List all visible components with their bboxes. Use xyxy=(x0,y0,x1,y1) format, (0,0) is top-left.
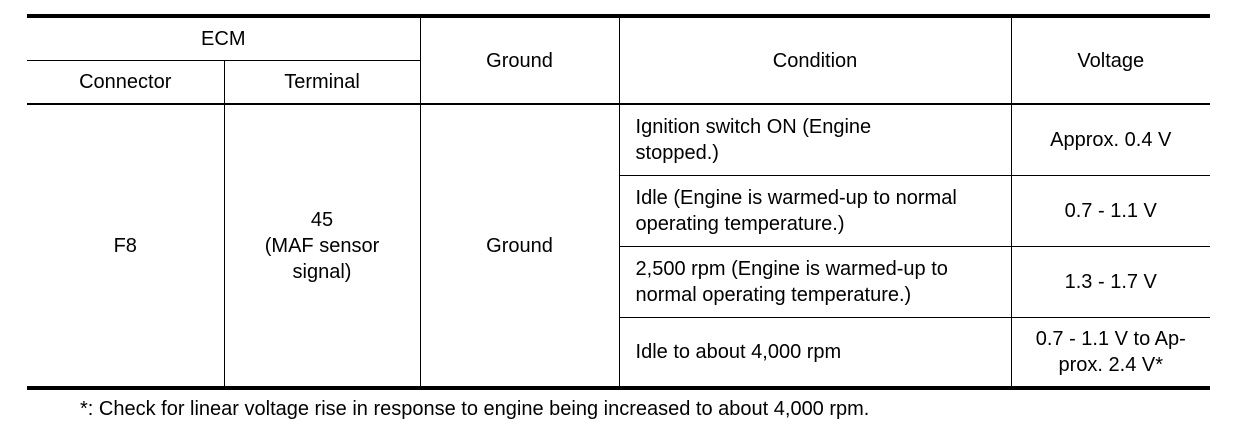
voltage-header: Voltage xyxy=(1011,16,1210,104)
voltage-line: 1.3 - 1.7 V xyxy=(1064,271,1157,293)
voltage-cell xyxy=(1011,104,1210,176)
condition-line: normal operating temperature.) xyxy=(635,284,912,306)
condition-line: stopped.) xyxy=(635,142,719,164)
terminal-desc-line2: signal) xyxy=(292,260,352,283)
terminal-number: 45 xyxy=(310,208,334,231)
ground-cell: Ground xyxy=(420,104,619,388)
voltage-line: 0.7 - 1.1 V xyxy=(1064,200,1157,222)
voltage-cell xyxy=(1011,176,1210,247)
condition-line: Idle (Engine is warmed-up to normal xyxy=(635,187,957,209)
ecm-voltage-table xyxy=(27,14,1210,390)
voltage-line: 0.7 - 1.1 V to Ap- xyxy=(1035,328,1186,350)
voltage-cell xyxy=(1011,247,1210,318)
connector-header: Connector xyxy=(27,61,224,105)
terminal-cell xyxy=(224,104,420,388)
condition-cell xyxy=(619,176,1011,247)
connector-cell: F8 xyxy=(27,104,224,388)
footnote: *: Check for linear voltage rise in response to engine being increased to about 4,000 rpm. xyxy=(80,398,870,420)
terminal-desc-line1: (MAF sensor xyxy=(264,234,380,257)
condition-line: 2,500 rpm (Engine is warmed-up to xyxy=(635,258,948,280)
condition-cell xyxy=(619,247,1011,318)
condition-line: Ignition switch ON (Engine xyxy=(635,116,872,138)
voltage-line: Approx. 0.4 V xyxy=(1050,129,1172,151)
ecm-header: ECM xyxy=(27,16,420,61)
condition-cell xyxy=(619,104,1011,176)
ground-header: Ground xyxy=(420,16,619,104)
voltage-line: prox. 2.4 V* xyxy=(1058,354,1164,376)
voltage-cell xyxy=(1011,318,1210,389)
condition-cell xyxy=(619,318,1011,389)
terminal-header: Terminal xyxy=(224,61,420,105)
spec-table-container xyxy=(27,14,1210,390)
condition-header: Condition xyxy=(619,16,1011,104)
condition-line: Idle to about 4,000 rpm xyxy=(635,341,842,363)
condition-line: operating temperature.) xyxy=(635,213,845,235)
